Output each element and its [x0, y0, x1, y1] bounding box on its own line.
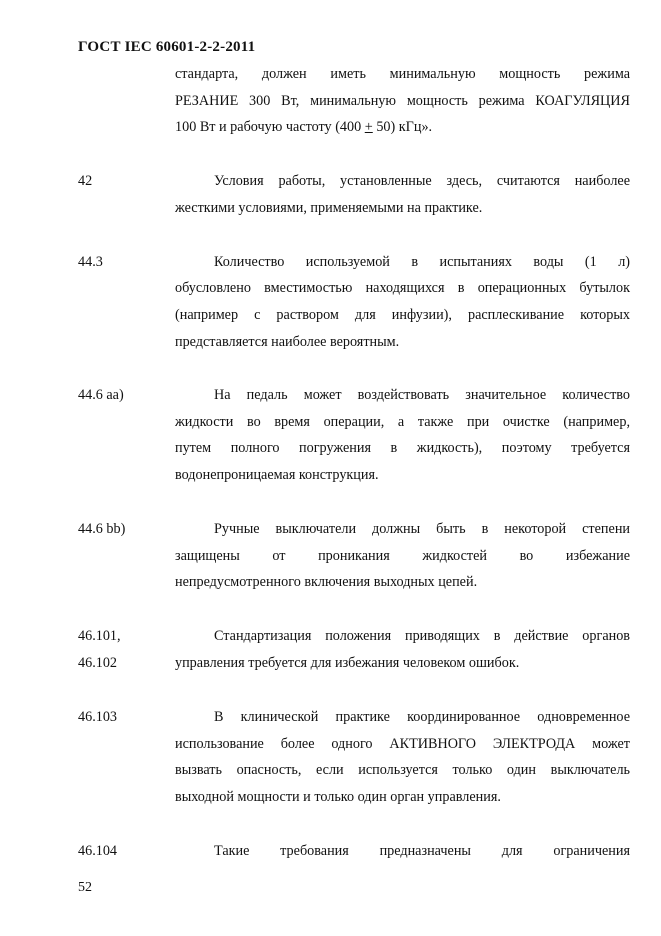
section-text-line: Количество используемой в испытаниях воды (1 л) [214, 254, 630, 270]
section-text-line: защищены от проникания жидкостей во избежание [175, 548, 630, 564]
section-text-line: Такие требования предназначены для ограничения [214, 843, 630, 859]
page-number: 52 [78, 880, 92, 895]
section-text-line: Условия работы, установленные здесь, считаются наиболее [214, 173, 630, 189]
section-text-line: Стандартизация положения приводящих в действие органов [214, 628, 630, 644]
section-text-line: выходной мощности и только один орган управления. [175, 789, 501, 805]
intro-line-3a: 100 Вт и рабочую частоту (400 [175, 119, 365, 135]
plus-minus-sign: + [364, 119, 373, 135]
section-text-line: жесткими условиями, применяемыми на практике. [175, 200, 483, 216]
section-number: 46.101, [78, 628, 121, 644]
intro-line-2: РЕЗАНИЕ 300 Вт, минимальную мощность режима КОАГУЛЯЦИЯ [175, 93, 630, 109]
section-number: 44.6 aa) [78, 387, 124, 403]
intro-line-3b: 50) кГц». [372, 119, 433, 135]
intro-line-1: стандарта, должен иметь минимальную мощность режима [175, 66, 630, 82]
section-text-line: обусловлено вместимостью находящихся в операционных бутылок [175, 280, 630, 296]
section-number: 44.6 bb) [78, 521, 126, 537]
section-text-line: водонепроницаемая конструкция. [175, 467, 379, 483]
section-text-line: управления требуется для избежания человеком ошибок. [175, 655, 520, 671]
section-number: 46.103 [78, 709, 118, 725]
section-text-line: путем полного погружения в жидкость), поэтому требуется [175, 440, 630, 456]
section-text-line: (например с раствором для инфузии), расплескивание которых [175, 307, 630, 323]
intro-line-3 [175, 118, 630, 136]
section-number: 42 [78, 173, 93, 189]
section-number: 46.104 [78, 843, 118, 859]
section-text-line: использование более одного АКТИВНОГО ЭЛЕКТРОДА может [175, 736, 630, 752]
section-text-line: представляется наиболее вероятным. [175, 334, 400, 350]
section-text-line: вызвать опасность, если используется только один выключатель [175, 762, 630, 778]
section-text-line: В клинической практике координированное одновременное [214, 709, 630, 725]
document-header: ГОСТ IEC 60601-2-2-2011 [78, 39, 256, 55]
section-text-line: жидкости во время операции, а также при очистке (например, [175, 414, 630, 430]
section-text-line: непредусмотренного включения выходных цепей. [175, 574, 478, 590]
section-text-line: На педаль может воздействовать значительное количество [214, 387, 630, 403]
section-text-line: Ручные выключатели должны быть в некоторой степени [214, 521, 630, 537]
section-number: 46.102 [78, 655, 118, 671]
section-number: 44.3 [78, 254, 103, 270]
